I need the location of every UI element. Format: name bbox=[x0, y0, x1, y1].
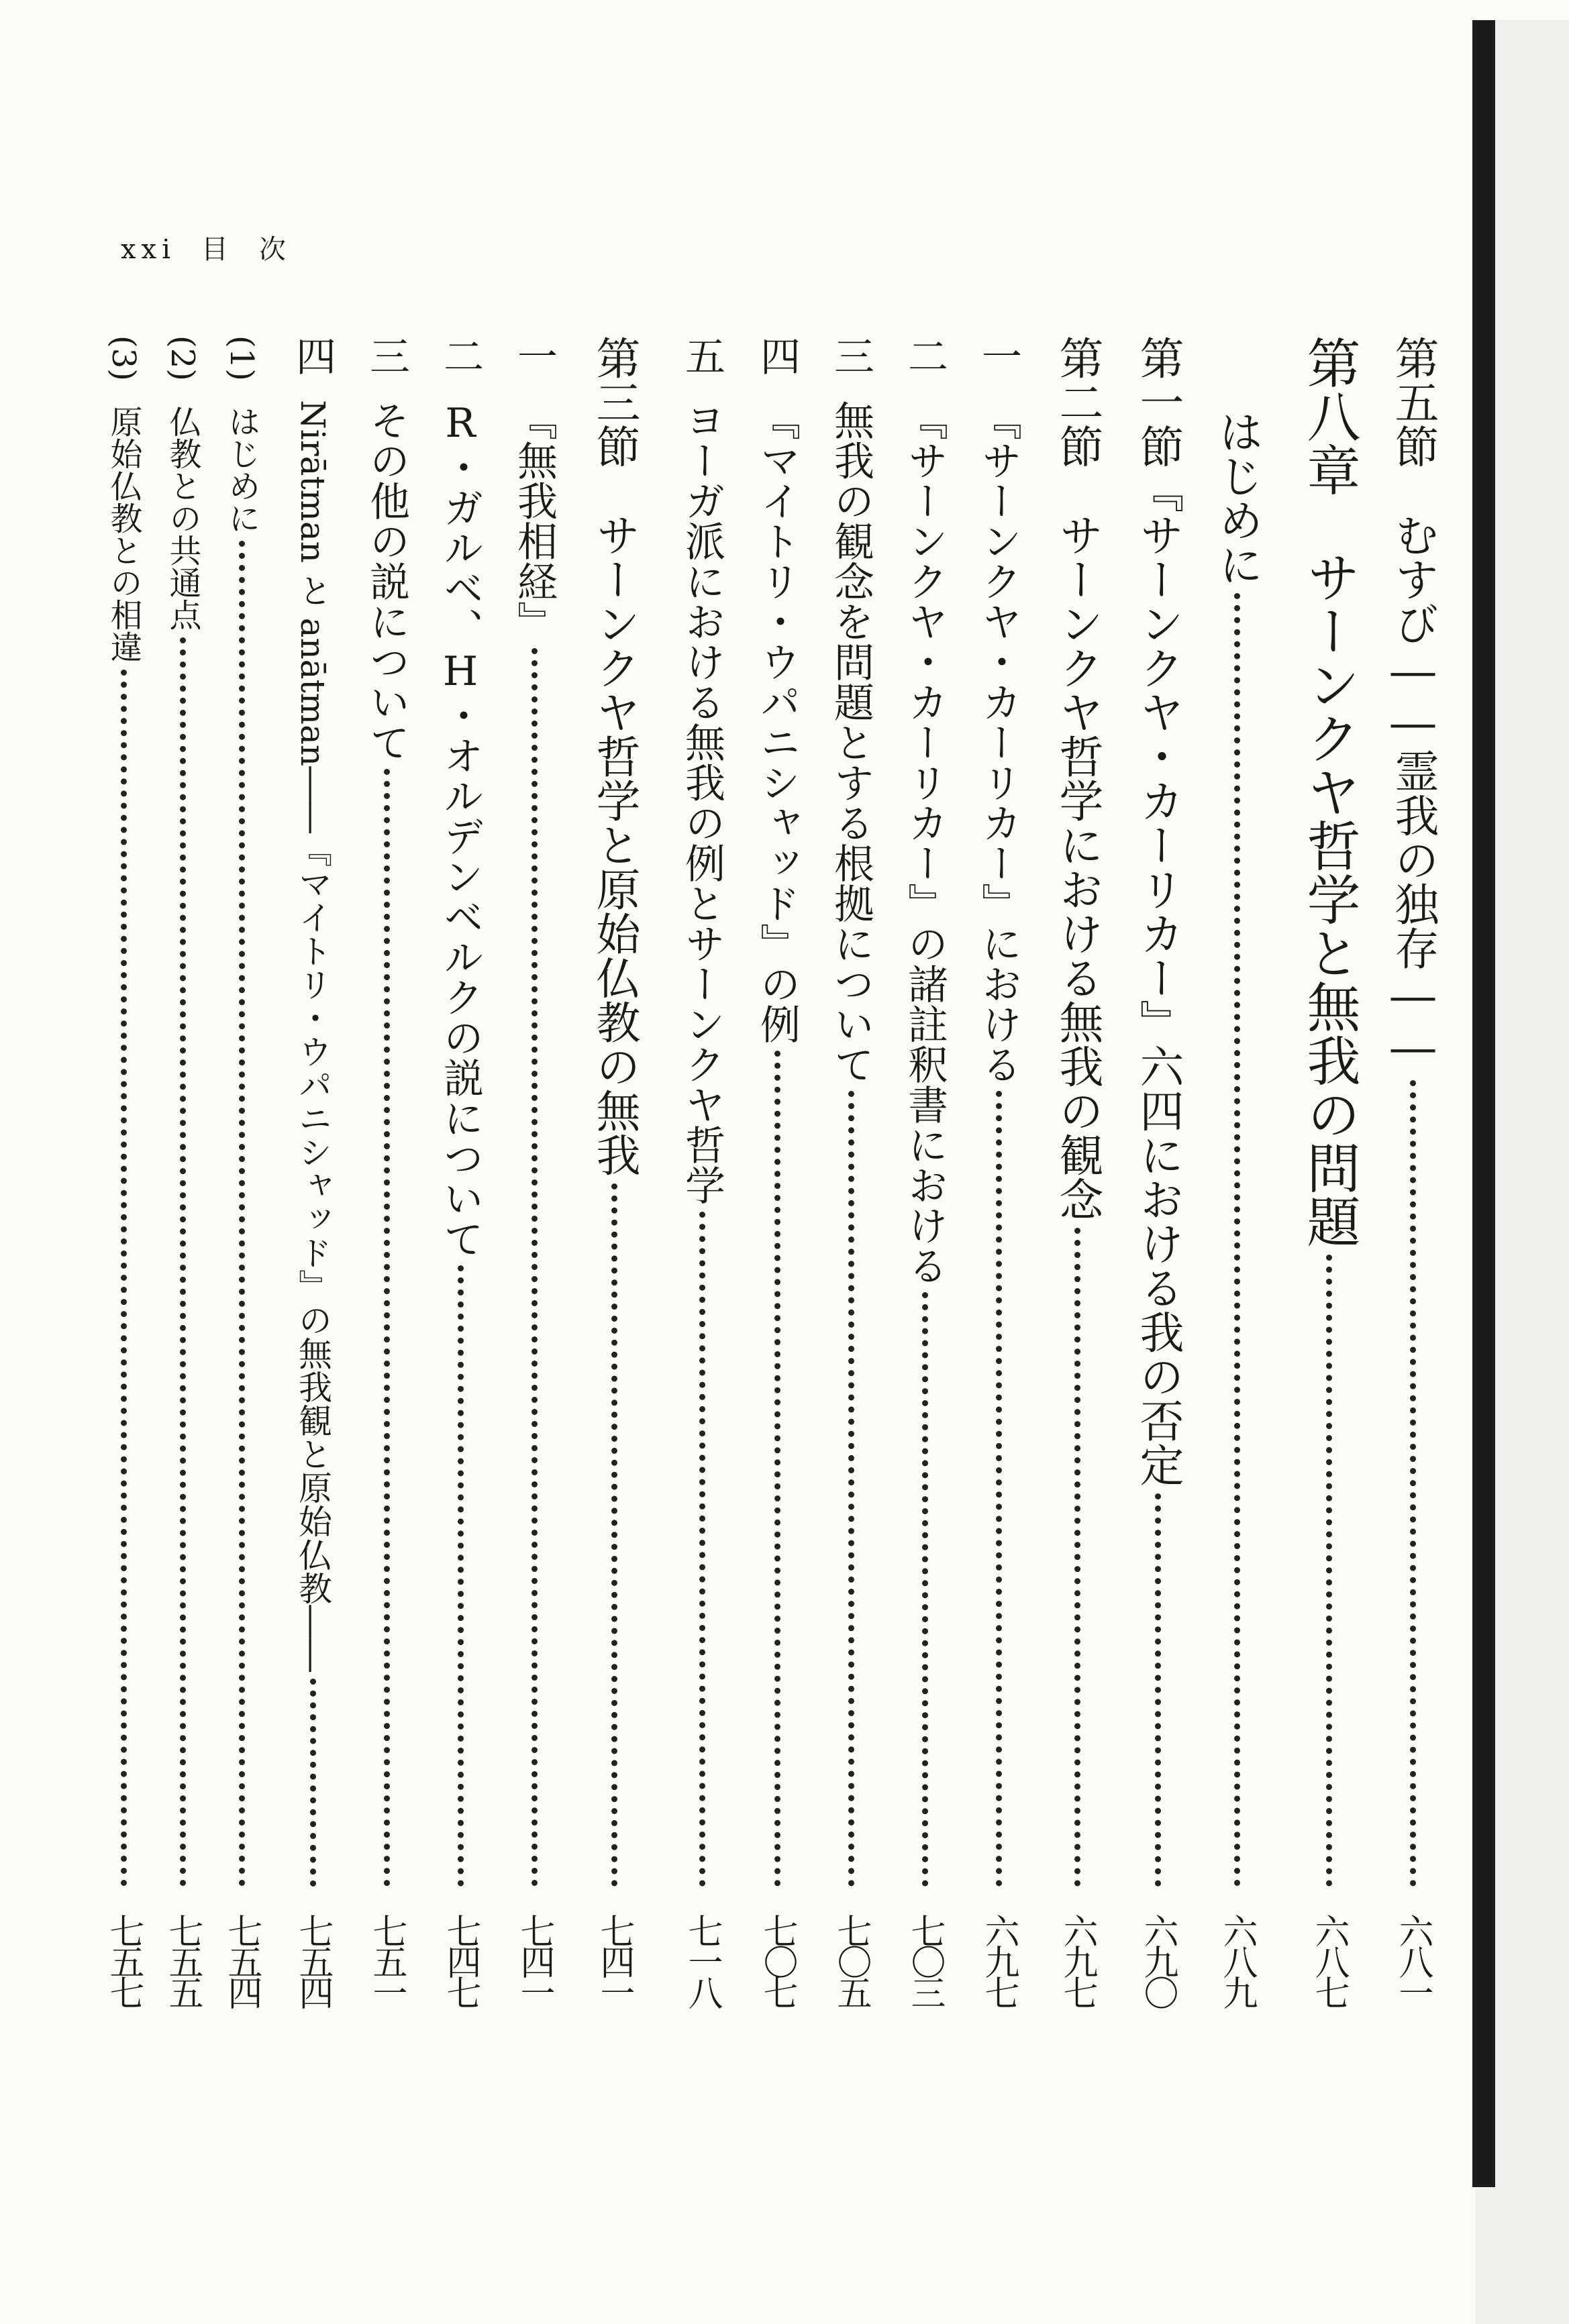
toc-entry-title: ヨーガ派における無我の例とサーンクヤ哲学 bbox=[678, 400, 725, 1205]
dot-leader bbox=[239, 541, 245, 1887]
toc-entry-page: 七五五 bbox=[162, 1913, 203, 2006]
dot-leader bbox=[699, 1212, 705, 1887]
toc-entry-title: Nirātman と anātman――『マイトリ・ウパニシャッド』の無我観と原始仏教―― bbox=[293, 400, 332, 1673]
toc-entry-title: はじめに bbox=[1211, 409, 1263, 586]
toc-entry-number: 一 bbox=[975, 335, 1022, 376]
header-title-b: 次 bbox=[258, 234, 291, 265]
toc-entry-number: (3) bbox=[105, 335, 142, 381]
toc-entry-title: R・ガルベ、H・オルデンベルクの説について bbox=[437, 400, 484, 1259]
toc-entry-title: 『マイトリ・ウパニシャッド』の例 bbox=[754, 400, 801, 1044]
dot-leader bbox=[532, 648, 538, 1887]
toc-entry bbox=[1052, 335, 1103, 2006]
toc-entry-page: 七四一 bbox=[514, 1913, 554, 2006]
toc-entry-page: 六九七 bbox=[1057, 1913, 1097, 2006]
toc-entry-page: 七〇五 bbox=[831, 1913, 871, 2006]
dot-leader bbox=[1074, 1228, 1080, 1887]
toc-entry bbox=[162, 335, 203, 2006]
toc-entry-number: (2) bbox=[164, 335, 201, 381]
dot-leader bbox=[1410, 1080, 1416, 1887]
dot-leader bbox=[1234, 593, 1240, 1887]
toc-entry-page: 七四一 bbox=[594, 1913, 634, 2006]
toc-entry-number: 四 bbox=[754, 335, 801, 376]
running-header bbox=[121, 228, 317, 266]
toc-entry bbox=[827, 335, 874, 2006]
toc-entry bbox=[363, 335, 410, 2006]
toc-entry-page: 六八一 bbox=[1393, 1913, 1433, 2006]
toc-entry-number: 三 bbox=[363, 335, 410, 376]
toc-entry-title: 第一節『サーンクヤ・カーリカー』六四における我の否定 bbox=[1132, 335, 1184, 1487]
toc-entry-page: 七五七 bbox=[103, 1913, 144, 2006]
toc-entry bbox=[754, 335, 801, 2006]
toc-entry-page: 六九七 bbox=[978, 1913, 1019, 2006]
page-number: xxi bbox=[121, 234, 176, 265]
toc-entry-number: 一 bbox=[511, 335, 558, 376]
dot-leader bbox=[1326, 1255, 1332, 1887]
toc-entry-title: 『無我相経』 bbox=[511, 400, 558, 641]
toc-entry bbox=[289, 335, 336, 2006]
toc-entry-page: 六八七 bbox=[1309, 1913, 1349, 2006]
toc-entry-number: 四 bbox=[289, 335, 336, 376]
toc-entry-number: (1) bbox=[223, 335, 260, 381]
dot-leader bbox=[180, 637, 186, 1887]
toc-entry bbox=[975, 335, 1022, 2006]
toc-entry bbox=[437, 335, 484, 2006]
header-title-a: 目 bbox=[201, 234, 234, 265]
toc-entry bbox=[1132, 335, 1184, 2006]
toc-entry bbox=[678, 335, 725, 2006]
toc-entry-page: 六八九 bbox=[1217, 1913, 1257, 2006]
toc-entry-page: 七五一 bbox=[366, 1913, 407, 2006]
toc-entry-page: 七五四 bbox=[221, 1913, 262, 2006]
dot-leader bbox=[996, 1091, 1002, 1887]
toc-entry-title: 『サーンクヤ・カーリカー』における bbox=[975, 400, 1022, 1084]
dot-leader bbox=[458, 1265, 464, 1887]
toc-entry-title: 第二節 サーンクヤ哲学における無我の観念 bbox=[1052, 335, 1103, 1221]
toc-entry-page: 七四七 bbox=[440, 1913, 480, 2006]
dot-leader bbox=[1155, 1493, 1161, 1887]
toc-entry-title: 無我の観念を問題とする根拠について bbox=[827, 400, 874, 1084]
dot-leader bbox=[384, 769, 390, 1887]
dot-leader bbox=[848, 1091, 854, 1887]
toc-entry-title: 第八章 サーンクヤ哲学と無我の問題 bbox=[1298, 335, 1360, 1248]
toc-entry bbox=[103, 335, 144, 2006]
toc-entry bbox=[1211, 335, 1263, 2006]
toc-entry-number: 二 bbox=[901, 335, 948, 376]
toc-entry-number: 二 bbox=[437, 335, 484, 376]
toc-entry-title: その他の説について bbox=[363, 400, 410, 762]
toc-entry-title: 原始仏教との相違 bbox=[105, 405, 142, 663]
toc-entry-page: 七〇三 bbox=[905, 1913, 945, 2006]
toc-entry-page: 七五四 bbox=[293, 1913, 333, 2006]
toc-chapter bbox=[1298, 335, 1360, 2006]
toc-entry bbox=[511, 335, 558, 2006]
toc-entry-number: 三 bbox=[827, 335, 874, 376]
toc-entry-title: 第三節 サーンクヤ哲学と原始仏教の無我 bbox=[589, 335, 640, 1177]
dot-leader bbox=[611, 1183, 617, 1887]
toc-entry-page: 七〇七 bbox=[757, 1913, 797, 2006]
toc-entry-number: 五 bbox=[678, 335, 725, 376]
toc-entry-page: 六九〇 bbox=[1137, 1913, 1178, 2006]
dot-leader bbox=[121, 670, 127, 1887]
toc-entry bbox=[1387, 335, 1439, 2006]
toc-entry bbox=[589, 335, 640, 2006]
toc-entry bbox=[901, 335, 948, 2006]
toc-entry-page: 七一八 bbox=[682, 1913, 722, 2006]
toc-entry-title: 仏教との共通点 bbox=[164, 405, 201, 631]
dot-leader bbox=[774, 1051, 780, 1887]
toc-entry-title: 『サーンクヤ・カーリカー』の諸註釈書における bbox=[901, 400, 948, 1285]
toc-entry-title: はじめに bbox=[223, 405, 260, 534]
toc-entry-title: 第五節 むすび――霊我の独存―― bbox=[1387, 335, 1439, 1073]
toc-entry bbox=[221, 335, 262, 2006]
binding-shadow bbox=[1472, 20, 1495, 2187]
dot-leader bbox=[922, 1292, 928, 1887]
dot-leader bbox=[310, 1679, 316, 1887]
